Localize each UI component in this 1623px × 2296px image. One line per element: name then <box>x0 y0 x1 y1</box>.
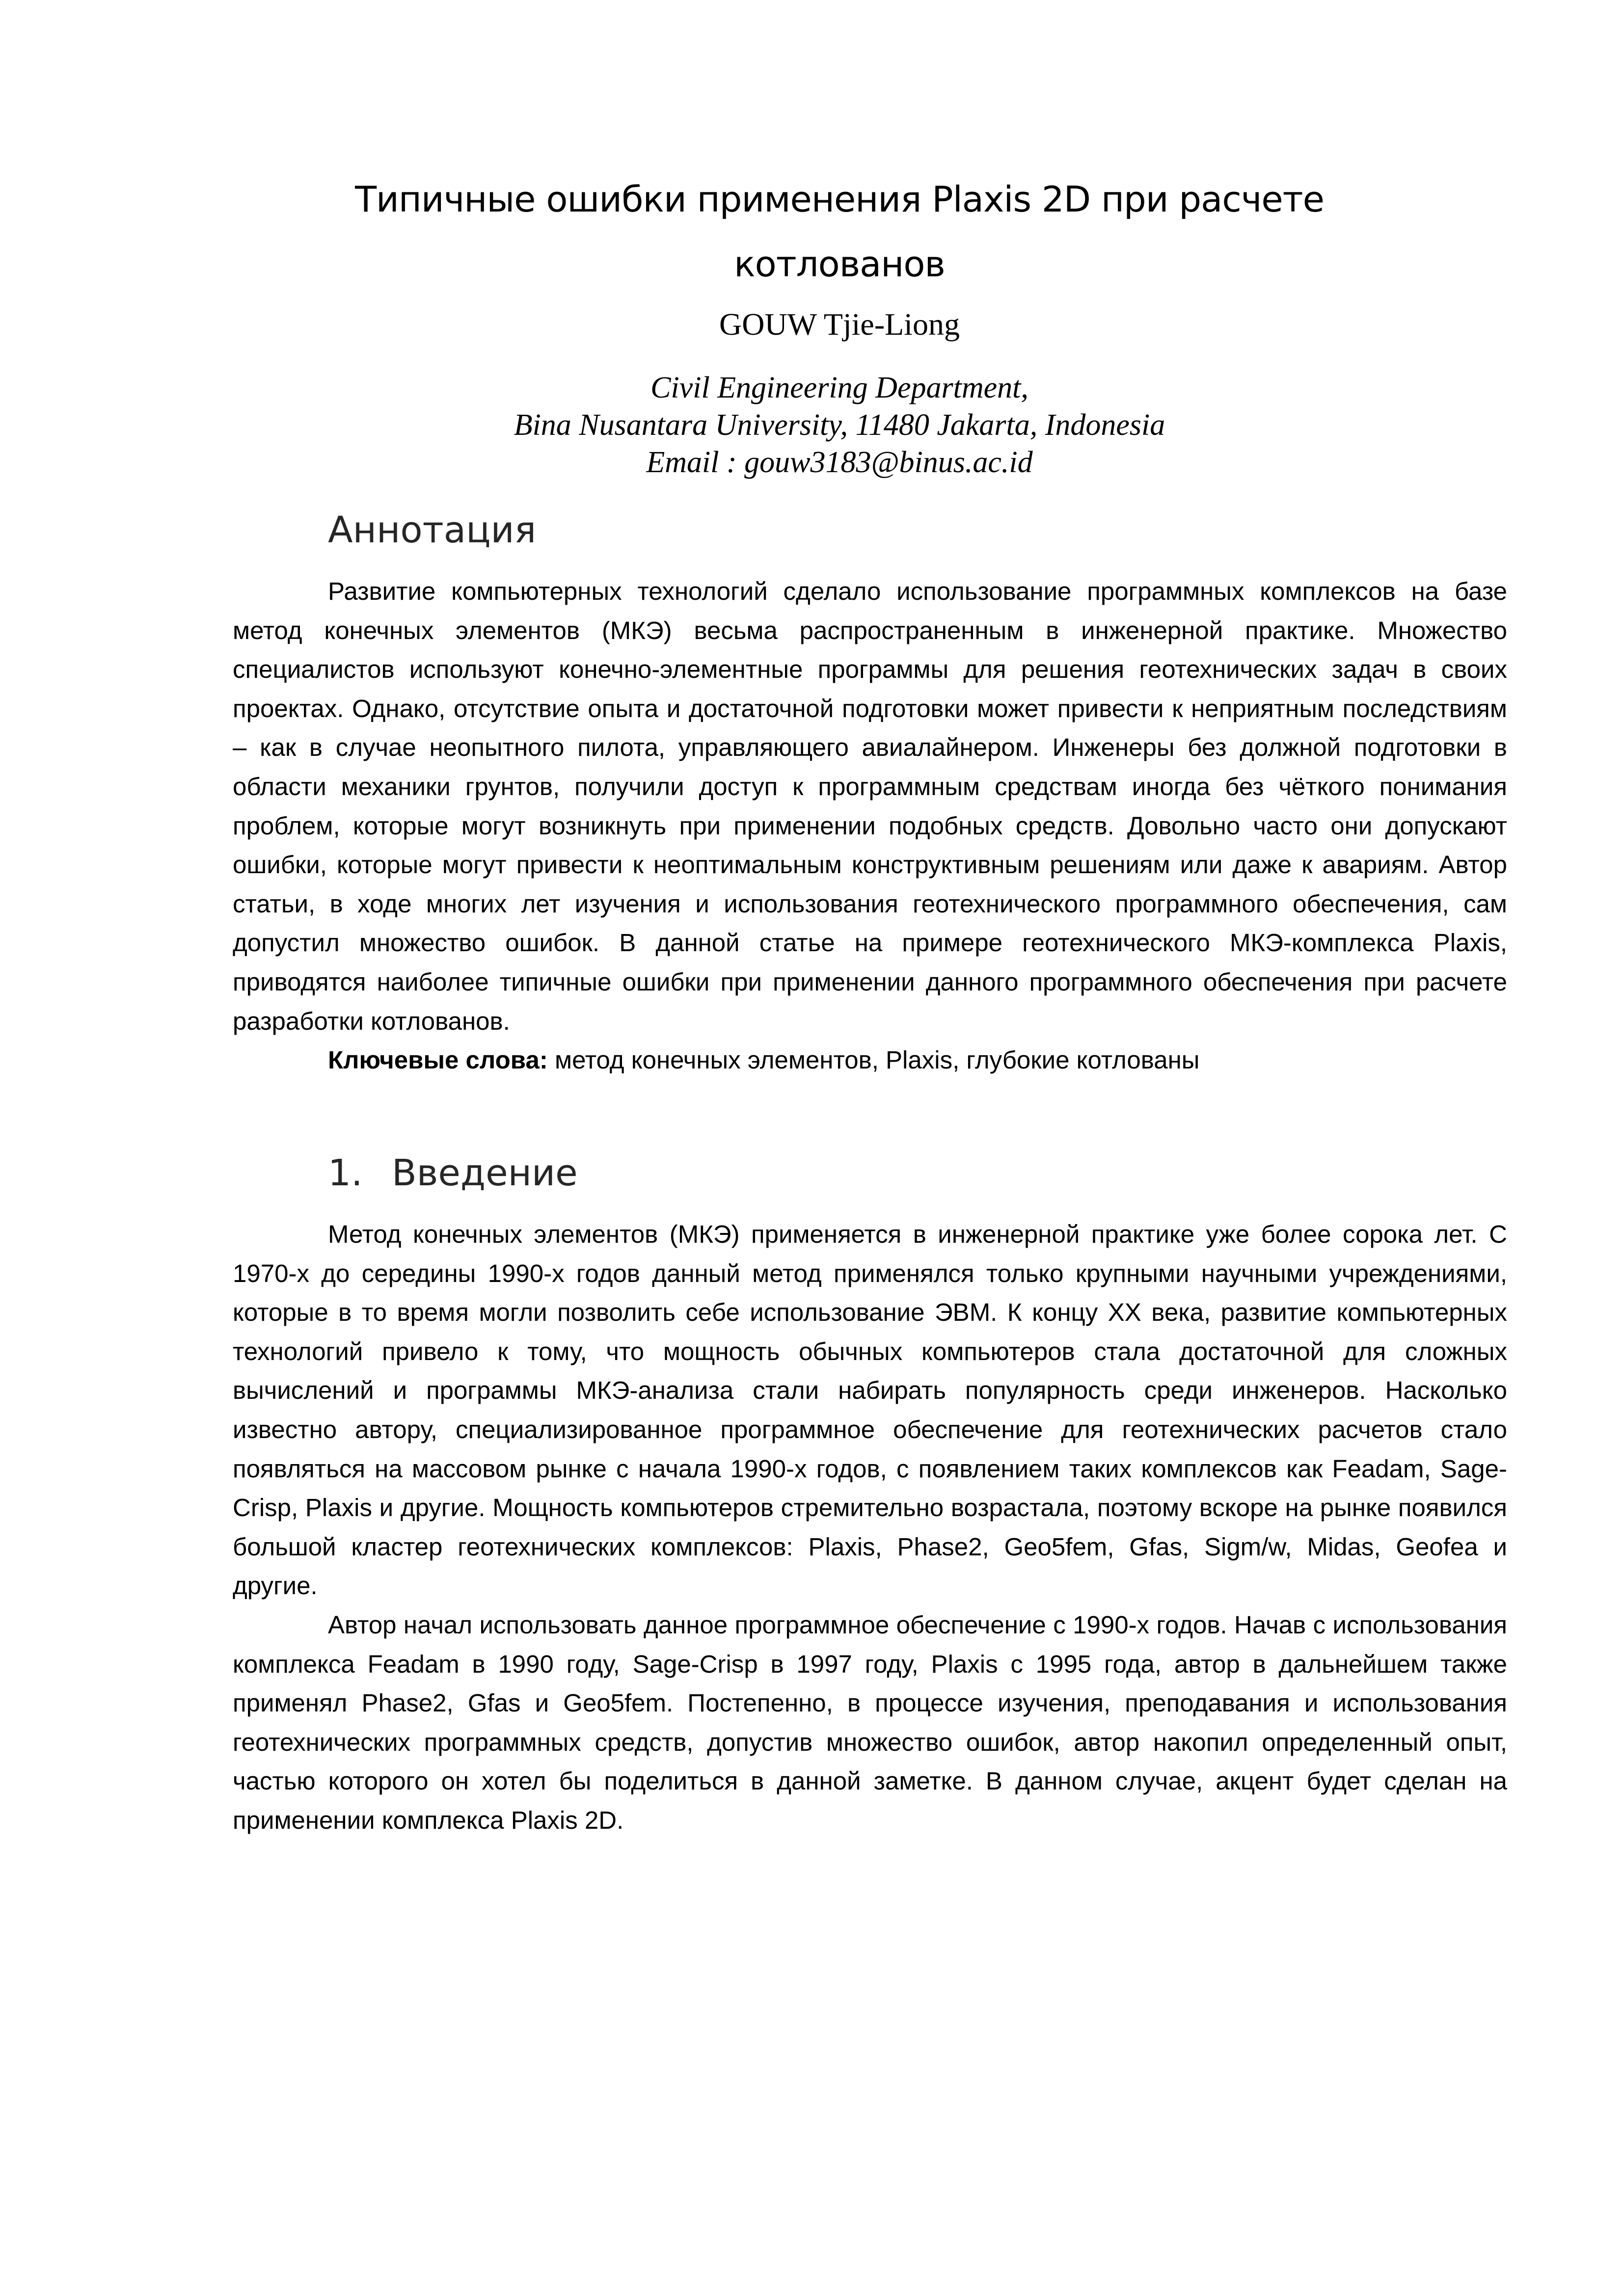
affiliation-university: Bina Nusantara University, 11480 Jakarta, Indonesia <box>514 408 1165 442</box>
section-title: Введение <box>392 1152 578 1194</box>
intro-paragraph: Метод конечных элементов (МКЭ) применяется в инженерной практике уже более сорока лет. С 1970-х до середины 1990-х годов данный метод применялся только крупными научными учреждениями, которые в то время могли позволить себе использование ЭВМ. К концу XX века, развитие компьютерных технологий привело к тому, что мощность обычных компьютеров стала достаточной для сложных вычислений и программы МКЭ-анализа стали набирать популярность среди инженеров. Насколько известно автору, специализированное программное обеспечение для геотехнических расчетов стало появляться на массовом рынке с начала 1990-х годов, с появлением таких комплексов как Feadam, Sage-Crisp, Plaxis и другие. Мощность компьютеров стремительно возрастала, поэтому вскоре на рынке появился большой кластер геотехнических комплексов: Plaxis, Phase2, Geo5fem, Gfas, Sigm/w, Midas, Geofea и другие. <box>233 1220 1507 1600</box>
author-affiliation <box>295 369 1384 481</box>
abstract-heading: Аннотация <box>328 509 537 551</box>
intro-section <box>233 1215 1507 1840</box>
abstract-text: Развитие компьютерных технологий сделало использование программных комплексов на базе метод конечных элементов (МКЭ) весьма распространенным в инженерной практике. Множество специалистов используют конечно-элементные программы для решения геотехнических задач в своих проектах. Однако, отсутствие опыта и достаточной подготовки может привести к неприятным последствиям – как в случае неопытного пилота, управляющего авиалайнером. Инженеры без должной подготовки в области механики грунтов, получили доступ к программным средствам иногда без чёткого понимания проблем, которые могут возникнуть при применении подобных средств. Довольно часто они допускают ошибки, которые могут привести к неоптимальным конструктивным решениям или даже к авариям. Автор статьи, в ходе многих лет изучения и использования геотехнического программного обеспечения, сам допустил множество ошибок. В данной статье на примере геотехнического МКЭ-комплекса Plaxis, приводятся наиболее типичные ошибки при применении данного программного обеспечения при расчете разработки котлованов. <box>233 577 1507 1035</box>
section-number: 1. <box>328 1152 363 1194</box>
keywords-text: метод конечных элементов, Plaxis, глубокие котлованы <box>555 1046 1200 1074</box>
keywords-label: Ключевые слова: <box>328 1046 548 1074</box>
keywords-line <box>233 1041 1507 1080</box>
affiliation-email: Email : gouw3183@binus.ac.id <box>646 446 1033 479</box>
intro-paragraph: Автор начал использовать данное программное обеспечение с 1990-х годов. Начав с использования комплекса Feadam в 1990 году, Sage-Crisp в 1997 году, Plaxis с 1995 года, автор в дальнейшем также применял Phase2, Gfas и Geo5fem. Постепенно, в процессе изучения, преподавания и использования геотехнических программных средств, допустив множество ошибок, автор накопил определенный опыт, частью которого он хотел бы поделиться в данной заметке. В данном случае, акцент будет сделан на применении комплекса Plaxis 2D. <box>233 1610 1507 1834</box>
abstract-section <box>233 572 1507 1080</box>
intro-heading <box>328 1148 578 1198</box>
affiliation-department: Civil Engineering Department, <box>650 371 1028 404</box>
author-name: GOUW Tjie-Liong <box>719 307 960 342</box>
paper-title: Типичные ошибки применения Plaxis 2D при расчете котлованов <box>355 179 1324 285</box>
